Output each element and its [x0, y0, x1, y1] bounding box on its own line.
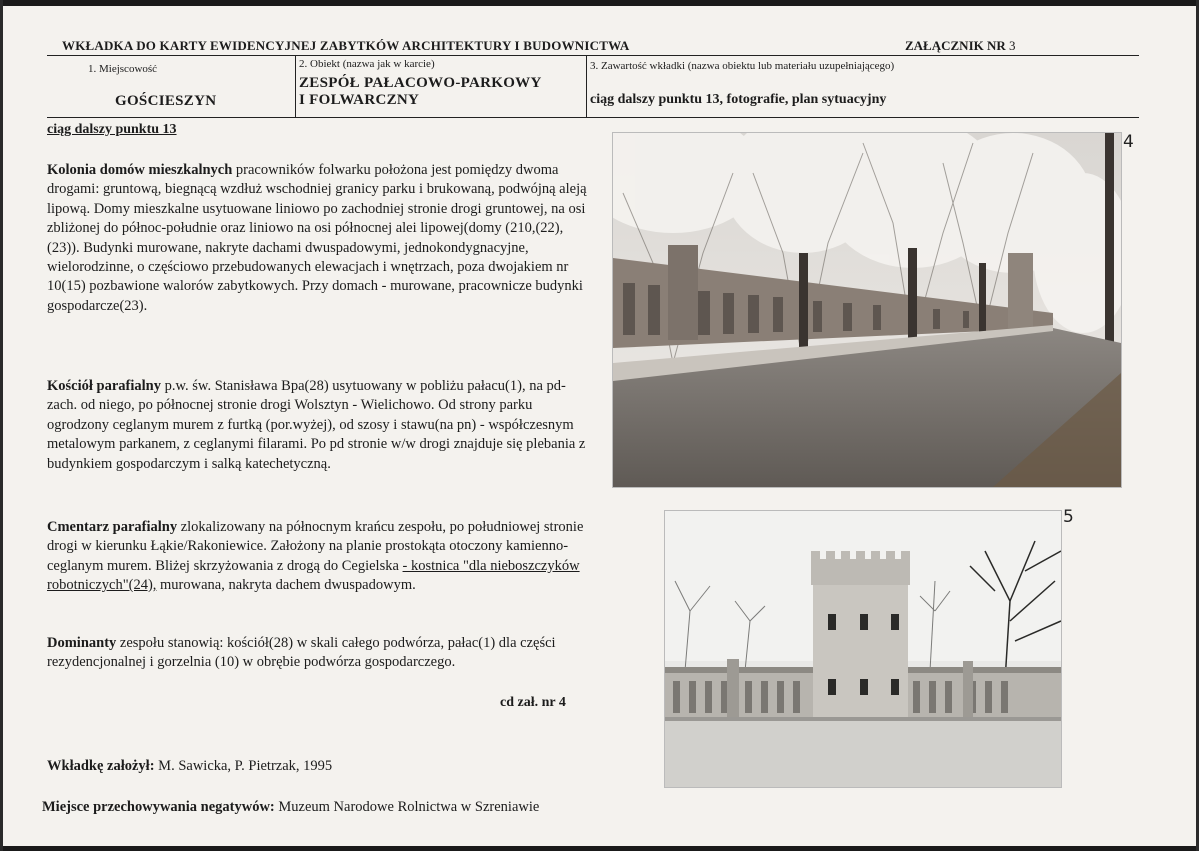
paragraph-text: murowana, nakryta dachem dwuspadowym. [156, 577, 416, 594]
photo-tower-wall-image [665, 511, 1061, 787]
paragraph-text: pracowników folwarku położona jest pomiędzy dwoma drogami: gruntową, biegnącą wzdłuż wschodniej granicy parku i brukowaną, podwójną aleją lipową. Domy mieszkalne usytuowane liniowo po zachodniej stronie drogi gruntowej, na osi zbliżonej do północ-południe oraz liniowo na osi północnej alei lipowej(domy (210,(22),(23)). Budynki murowane, nakryte dachami dwuspadowymi, jednokondygnacyjne, wielorodzinne, o częściowo przebudowanych elewacjach i wnętrzach, poza dwojakiem nr 10(15) pozbawione walorów zabytkowych. Przy domach - murowane, pracownicze budynki gospodarcze(23). [47, 162, 587, 314]
paragraph-text: zlokalizowany na północnym krańcu zespołu, po południowej stronie drogi w kierunku Łąkie/Rakoniewice. Założony na planie prostokąta otoczony kamienno-ceglanym murem. Bliżej skrzyżowania z drogą do Cegielska [47, 519, 584, 574]
object-value [299, 75, 584, 109]
scan-border-left [0, 0, 3, 851]
object-value-line2: I FOLWARCZNY [299, 92, 420, 108]
paragraph-parish-cemetery [47, 518, 592, 596]
paragraph-text: p.w. św. Stanisława Bpa(28) usytuowany w pobliżu pałacu(1), na pd-zach. od niego, po północnej stronie drogi Wolsztyn - Wielichowo. Od strony parku ogrodzony ceglanym murem z furtką (por.wyżej), od szosy i stawu(na pn) - współczesnym metalowym parkanem, z ceglanymi filarami. Po pd stronie w/w drogi znajduje się plebania z budynkiem gospodarczym i salką katechetyczną. [47, 378, 586, 472]
photo-number-4: 4 [1123, 132, 1134, 152]
object-value-line1: ZESPÓŁ PAŁACOWO-PARKOWY [299, 75, 542, 91]
paragraph-housing-colony [47, 161, 592, 316]
storage-label: Miejsce przechowywania negatywów: [42, 799, 275, 815]
paragraph-lead: Kościół parafialny [47, 378, 161, 394]
cell-divider-1 [295, 55, 296, 118]
cell-divider-2 [586, 55, 587, 118]
storage-value: Muzeum Narodowe Rolnictwa w Szreniawie [274, 799, 540, 815]
annex-label-text: ZAŁĄCZNIK NR [905, 38, 1006, 53]
annex-label [905, 38, 1016, 54]
section-heading: ciąg dalszy punktu 13 [47, 122, 177, 137]
storage-line [42, 799, 539, 816]
author-line [47, 758, 332, 775]
header-rule-top [47, 55, 1139, 56]
author-label: Wkładkę założył: [47, 758, 155, 774]
contents-label: 3. Zawartość wkładki (nazwa obiektu lub materiału uzupełniającego) [590, 60, 895, 72]
photo-number-5: 5 [1063, 507, 1074, 527]
object-label: 2. Obiekt (nazwa jak w karcie) [299, 58, 435, 70]
paragraph-lead: Cmentarz parafialny [47, 519, 178, 535]
locality-value: GOŚCIESZYN [115, 93, 217, 109]
paragraph-dominants [47, 634, 592, 673]
locality-label: 1. Miejscowość [88, 63, 158, 75]
contents-value: ciąg dalszy punktu 13, fotografie, plan sytuacyjny [590, 92, 887, 107]
paragraph-parish-church [47, 377, 592, 474]
author-value: M. Sawicka, P. Pietrzak, 1995 [154, 758, 333, 774]
paragraph-text: zespołu stanowią: kościół(28) w skali całego podwórza, pałac(1) dla części rezydencjonalnej i gorzelnia (10) w obrębie podwórza gospodarczego. [47, 635, 556, 671]
form-title: WKŁADKA DO KARTY EWIDENCYJNEJ ZABYTKÓW ARCHITEKTURY I BUDOWNICTWA [62, 38, 630, 53]
photo-winter-wall-road-image [613, 133, 1121, 487]
scan-border-bottom [0, 846, 1199, 851]
paragraph-lead: Dominanty [47, 635, 117, 651]
photo-winter-wall-road [612, 132, 1122, 488]
paragraph-lead: Kolonia domów mieszkalnych [47, 162, 233, 178]
header-rule-bottom [47, 117, 1139, 118]
continuation-note: cd zał. nr 4 [500, 695, 566, 710]
paragraph-underlined-text: - kostnica "dla nieboszczyków robotniczych"(24), [47, 557, 580, 594]
annex-number: 3 [1009, 38, 1016, 53]
scan-border-top [0, 0, 1199, 6]
photo-tower-wall [664, 510, 1062, 788]
